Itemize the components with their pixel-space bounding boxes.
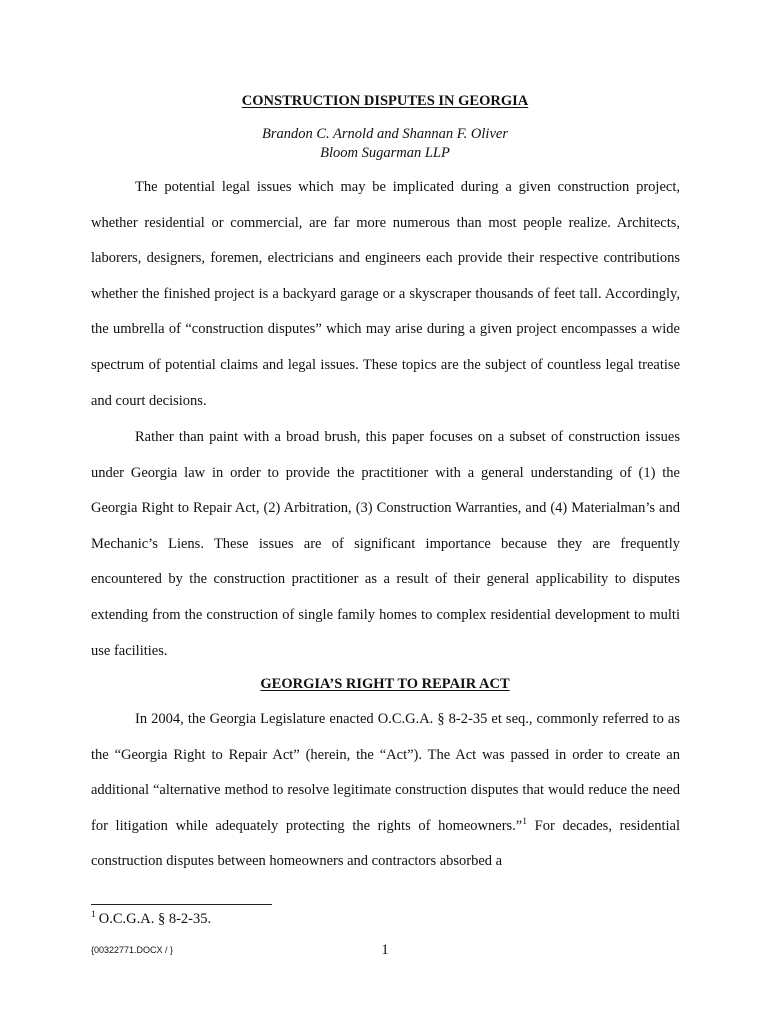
footnote-text: O.C.G.A. § 8-2-35. — [98, 911, 212, 927]
paragraph-text-part2: For decades, residential construction disputes between homeowners and contractors absorbed a — [91, 817, 680, 870]
paragraph-scope: Rather than paint with a broad brush, this paper focuses on a subset of construction issues under Georgia law in order to provide the practitioner with a general understanding of (1) the Georgia Right to Repair Act, (2) Arbitration, (3) Construction Warranties, and (4) Materialman’s and Mechanic’s Liens. These issues are of significant importance because they are frequently encountered by the construction practitioner as a result of their general applicability to disputes extending from the construction of single family homes to complex residential development to multi use facilities. — [91, 429, 680, 659]
paragraph-right-to-repair — [91, 702, 680, 880]
section-heading: GEORGIA’S RIGHT TO REPAIR ACT — [260, 676, 510, 692]
document-title: CONSTRUCTION DISPUTES IN GEORGIA — [241, 93, 529, 109]
footnote-reference: 1 — [522, 816, 527, 827]
footnote-separator — [91, 904, 272, 905]
paragraph-text-part1: In 2004, the Georgia Legislature enacted O.C.G.A. § 8-2-35 et seq., commonly referred to as the “Georgia Right to Repair Act” (herein, the “Act”). The Act was passed in order to create an additional “alternative method to resolve legitimate construction disputes that would reduce the need for litigation while adequately protecting the rights of homeowners.” — [91, 711, 680, 834]
paragraph-intro: The potential legal issues which may be implicated during a given construction project, whether residential or commercial, are far more numerous than most people realize. Architects, laborers, designers, foremen, electricians and engineers each provide their respective contributions whether the finished project is a backyard garage or a skyscraper thousands of feet tall. Accordingly, the umbrella of “construction disputes” which may arise during a given project encompasses a wide spectrum of potential claims and legal issues. These topics are the subject of countless legal treatise and court decisions. — [91, 179, 680, 409]
law-firm: Bloom Sugarman LLP — [320, 145, 450, 161]
document-id: {00322771.DOCX / } — [91, 945, 174, 955]
footnote-number: 1 — [91, 910, 96, 921]
footnote — [91, 911, 211, 928]
author-names: Brandon C. Arnold and Shannan F. Oliver — [262, 126, 508, 142]
page-number: 1 — [381, 942, 389, 958]
